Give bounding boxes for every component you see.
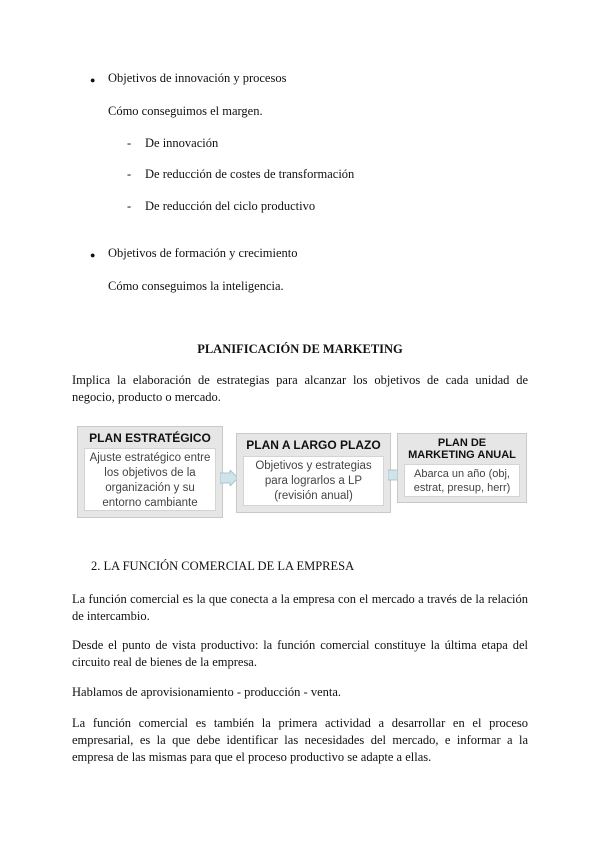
paragraph: Hablamos de aprovisionamiento - producción - venta. xyxy=(72,685,342,699)
dash-item-ciclo: De reducción del ciclo productivo xyxy=(145,199,316,213)
plan-marketing-anual-box xyxy=(397,433,527,503)
dash-item-costes: De reducción de costes de transformación xyxy=(145,167,355,181)
plan-largo-plazo-box xyxy=(236,433,391,513)
subtitle-innovacion: Cómo conseguimos el margen. xyxy=(108,104,263,118)
subtitle-formacion: Cómo conseguimos la inteligencia. xyxy=(108,279,284,293)
dash-icon: - xyxy=(127,199,132,213)
plan-largo-plazo-title: PLAN A LARGO PLAZO xyxy=(246,438,381,452)
bullet-icon: ● xyxy=(90,250,96,260)
plan-estrategico-body: Ajuste estratégico entre los objetivos de la organización y su entorno cambiante xyxy=(84,448,216,511)
plan-largo-plazo-body: Objetivos y estrategias para lograrlos a LP (revisión anual) xyxy=(243,456,384,506)
dash-icon: - xyxy=(127,136,132,150)
plan-marketing-anual-body: Abarca un año (obj, estrat, presup, herr) xyxy=(404,464,520,497)
dash-item-innovacion: De innovación xyxy=(145,136,219,150)
bullet-formacion: Objetivos de formación y crecimiento xyxy=(108,246,298,260)
bullet-innovacion: Objetivos de innovación y procesos xyxy=(108,71,287,85)
plan-estrategico-box xyxy=(77,426,223,518)
plan-marketing-anual-title: PLAN DE MARKETING ANUAL xyxy=(408,437,516,461)
marketing-heading: PLANIFICACIÓN DE MARKETING xyxy=(197,342,403,356)
section2-heading: 2. LA FUNCIÓN COMERCIAL DE LA EMPRESA xyxy=(91,559,355,573)
plan-estrategico-title: PLAN ESTRATÉGICO xyxy=(89,431,211,445)
marketing-intro: Implica la elaboración de estrategias para alcanzar los objetivos de cada unidad de negocio, producto o mercado. xyxy=(72,373,528,404)
bullet-icon: ● xyxy=(90,75,96,85)
paragraph: La función comercial es también la primera actividad a desarrollar en el proceso empresarial, es la que debe identificar las necesidades del mercado, e informar a la empresa de las mismas para que el proceso productivo se adapte a ellas. xyxy=(72,716,528,764)
paragraph: La función comercial es la que conecta a la empresa con el mercado a través de la relación de intercambio. xyxy=(72,592,528,623)
paragraph: Desde el punto de vista productivo: la función comercial constituye la última etapa del circuito real de bienes de la empresa. xyxy=(72,638,528,669)
dash-icon: - xyxy=(127,167,132,181)
